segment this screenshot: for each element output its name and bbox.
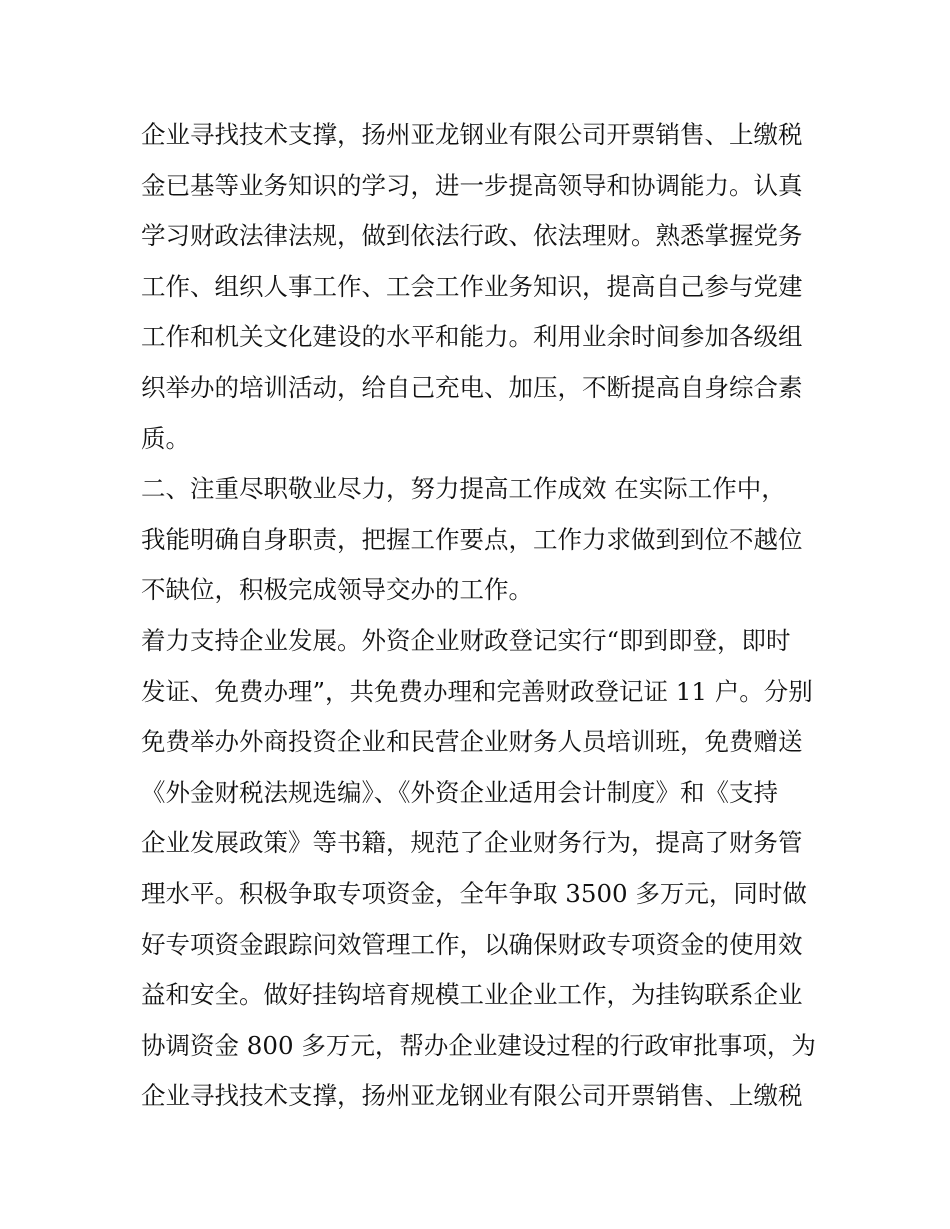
text-line: 工作和机关文化建设的水平和能力。利用业余时间参加各级组 <box>141 322 803 352</box>
text-line: 理水平。积极争取专项资金，全年争取 3500 多万元，同时做 <box>141 878 807 908</box>
text-line: 着力支持企业发展。外资企业财政登记实行“即到即登，即时 <box>141 625 791 655</box>
text-line: 企业寻找技术支撑，扬州亚龙钢业有限公司开票销售、上缴税 <box>141 1081 803 1111</box>
text-line: 学习财政法律法规，做到依法行政、依法理财。熟悉掌握党务 <box>141 221 803 251</box>
body-text <box>141 110 821 1122</box>
text-line: 免费举办外商投资企业和民营企业财务人员培训班，免费赠送 <box>141 727 803 757</box>
text-line: 企业发展政策》等书籍，规范了企业财务行为，提高了财务管 <box>141 828 803 858</box>
text-line: 好专项资金跟踪问效管理工作，以确保财政专项资金的使用效 <box>141 929 803 959</box>
text-line: 质。 <box>141 423 190 453</box>
text-line: 金已基等业务知识的学习，进一步提高领导和协调能力。认真 <box>141 170 803 200</box>
text-line: 织举办的培训活动，给自己充电、加压，不断提高自身综合素 <box>141 372 803 402</box>
text-line: 《外金财税法规选编》、《外资企业适用会计制度》和《支持 <box>141 777 778 807</box>
text-line: 企业寻找技术支撑，扬州亚龙钢业有限公司开票销售、上缴税 <box>141 120 803 149</box>
text-line: 我能明确自身职责，把握工作要点，工作力求做到到位不越位 <box>141 524 803 554</box>
text-line: 不缺位，积极完成领导交办的工作。 <box>141 575 533 605</box>
text-line: 工作、组织人事工作、工会工作业务知识，提高自己参与党建 <box>141 271 803 301</box>
text-line: 协调资金 800 多万元，帮办企业建设过程的行政审批事项，为 <box>141 1030 816 1060</box>
text-line: 发证、免费办理”，共免费办理和完善财政登记证 11 户。分别 <box>141 676 813 706</box>
text-line: 益和安全。做好挂钩培育规模工业企业工作，为挂钩联系企业 <box>141 980 803 1010</box>
section-heading-line: 二、注重尽职敬业尽力，努力提高工作成效 在实际工作中， <box>141 474 786 504</box>
